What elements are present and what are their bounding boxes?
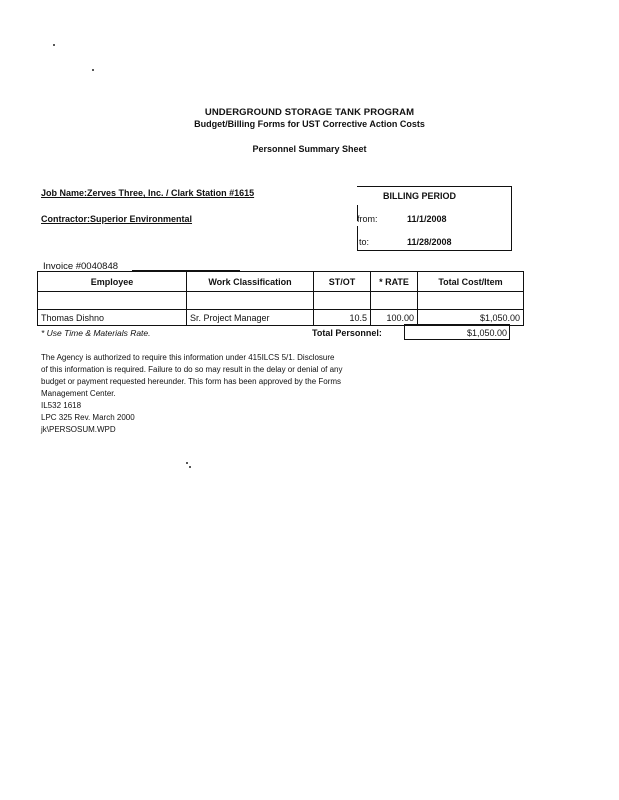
total-personnel-value: $1,050.00 <box>404 324 510 340</box>
table-cell <box>187 292 314 310</box>
table-row <box>38 292 524 310</box>
job-name-label: Job Name: <box>41 188 88 198</box>
file-reference: jk\PERSOSUM.WPD <box>41 425 116 434</box>
contractor-label: Contractor: <box>41 214 90 224</box>
contractor-line <box>41 214 192 224</box>
disclaimer-line: of this information is required. Failure to do so may result in the delay or denial of any <box>41 365 343 374</box>
program-title: UNDERGROUND STORAGE TANK PROGRAM <box>204 107 415 118</box>
disclaimer-line: Management Center. <box>41 389 116 398</box>
to-date: 11/28/2008 <box>407 237 452 247</box>
total-personnel-label: Total Personnel: <box>312 328 382 338</box>
to-label: to: <box>359 237 370 247</box>
scan-speck <box>186 462 188 464</box>
disclaimer-line: budget or payment requested hereunder. This form has been approved by the Forms <box>41 377 342 386</box>
job-name-value: Zerves Three, Inc. / Clark Station #1615 <box>87 188 255 198</box>
total-cell: $1,050.00 <box>418 310 524 326</box>
form-revision: LPC 325 Rev. March 2000 <box>41 413 135 422</box>
billing-period-label: BILLING PERIOD <box>383 191 457 201</box>
disclaimer-block <box>41 352 381 436</box>
classification-cell: Sr. Project Manager <box>187 310 314 326</box>
col-header-stot: ST/OT <box>314 272 371 292</box>
scan-speck <box>92 69 94 71</box>
billing-period-box <box>357 186 512 251</box>
scan-speck <box>53 44 55 46</box>
contractor-value: Superior Environmental <box>90 214 193 224</box>
invoice-number: Invoice #0040848 <box>43 261 119 272</box>
rate-note: * Use Time & Materials Rate. <box>41 328 151 338</box>
employee-cell: Thomas Dishno <box>38 310 187 326</box>
table-cell <box>314 292 371 310</box>
col-header-rate: * RATE <box>371 272 418 292</box>
table-cell <box>418 292 524 310</box>
col-header-total: Total Cost/Item <box>418 272 524 292</box>
from-label: from: <box>357 214 378 224</box>
disclaimer-line: The Agency is authorized to require this information under 415ILCS 5/1. Disclosure <box>41 353 335 362</box>
form-code: IL532 1618 <box>41 401 82 410</box>
scan-speck <box>189 466 191 468</box>
personnel-table <box>37 271 524 326</box>
hours-cell: 10.5 <box>314 310 371 326</box>
table-header-row <box>38 272 524 292</box>
from-date: 11/1/2008 <box>407 214 447 224</box>
table-cell <box>38 292 187 310</box>
job-name-line <box>41 188 254 198</box>
divider <box>357 226 358 250</box>
table-cell <box>371 292 418 310</box>
col-header-employee: Employee <box>38 272 187 292</box>
rate-cell: 100.00 <box>371 310 418 326</box>
form-subtitle: Budget/Billing Forms for UST Corrective Action Costs <box>194 119 425 129</box>
col-header-classification: Work Classification <box>187 272 314 292</box>
sheet-title: Personnel Summary Sheet <box>252 144 367 154</box>
